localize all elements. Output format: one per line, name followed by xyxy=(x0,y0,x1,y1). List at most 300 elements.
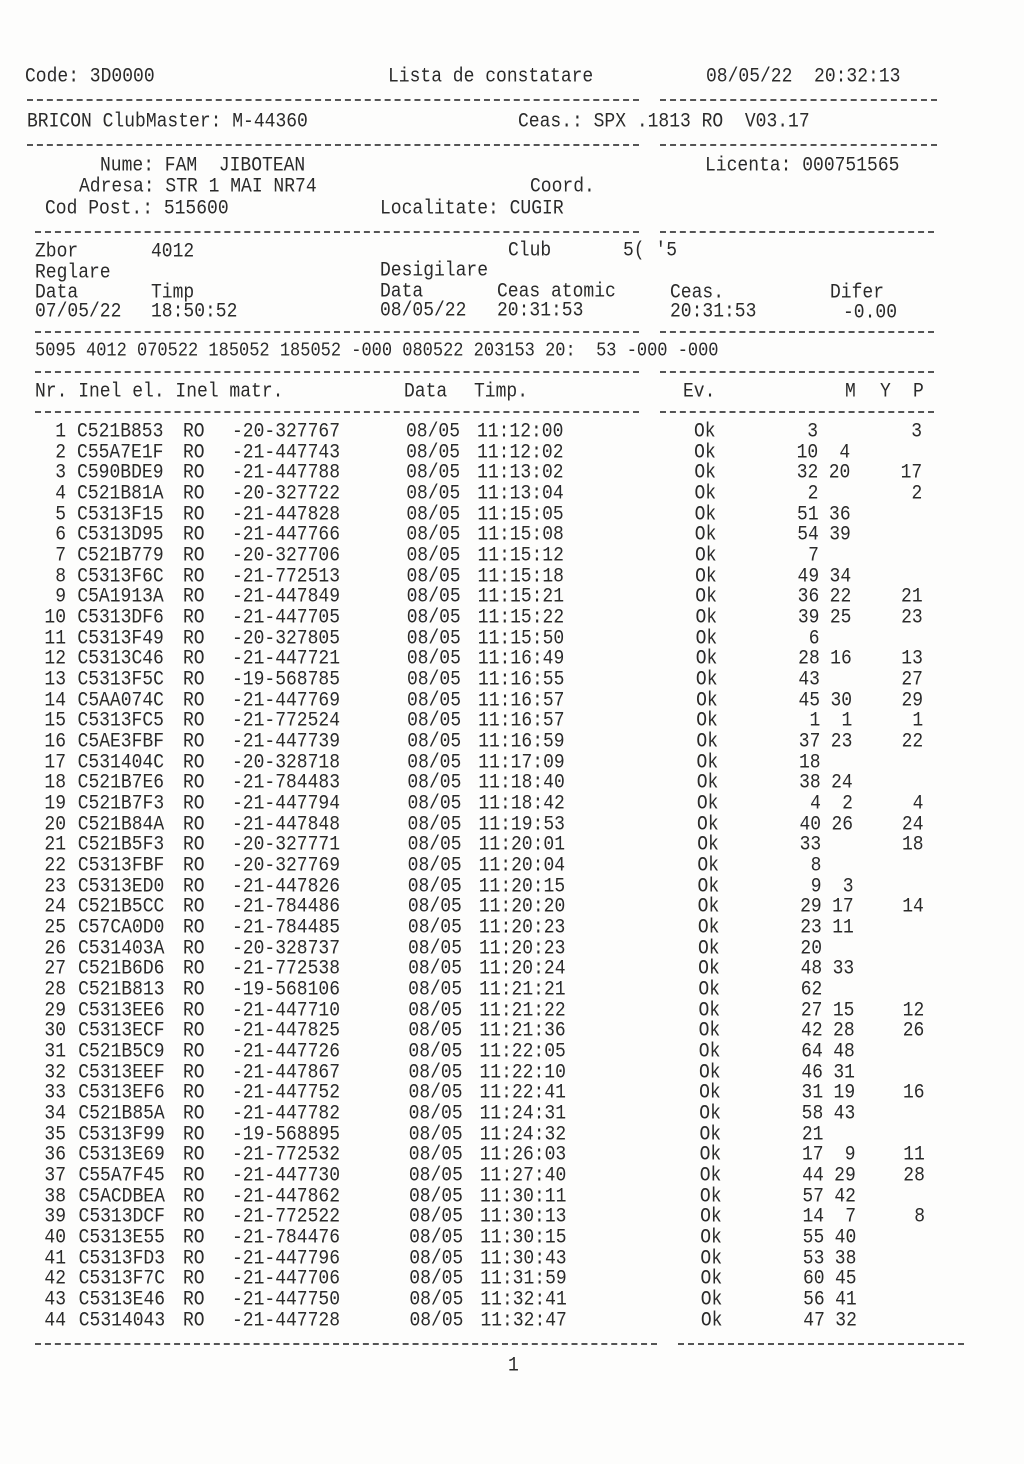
ring-country: RO xyxy=(183,606,205,630)
arrival-time: 11:24:32 xyxy=(479,1123,567,1146)
ring-number: -20-327767 xyxy=(232,420,341,444)
m-value: 36 xyxy=(797,586,820,609)
p-value: 13 xyxy=(901,648,923,671)
arrival-date: 08/05 xyxy=(409,1268,464,1291)
ring-country: RO xyxy=(183,751,205,774)
p-value: 22 xyxy=(901,730,924,754)
device-code: Code: 3D0000 xyxy=(25,65,155,89)
arrival-date: 08/05 xyxy=(406,503,461,526)
divider xyxy=(35,1343,657,1345)
table-row xyxy=(0,1310,1024,1332)
electronic-ring: C5313FBF xyxy=(77,854,165,878)
row-number: 40 xyxy=(44,1226,66,1250)
col-header-time: Timp. xyxy=(474,380,529,404)
event-status: Ok xyxy=(699,1185,722,1208)
row-number: 5 xyxy=(55,503,66,526)
atomic-clock-label: Ceas atomic xyxy=(497,280,616,304)
row-number: 8 xyxy=(55,565,66,588)
divider xyxy=(660,411,934,413)
m-value: 4 xyxy=(810,792,821,816)
ring-number: -21-447769 xyxy=(232,689,341,712)
m-value: 42 xyxy=(801,1020,823,1043)
m-value: 44 xyxy=(802,1164,824,1188)
table-row xyxy=(0,1248,1024,1270)
ring-number: -21-772532 xyxy=(232,1144,341,1167)
reglare-date: 07/05/22 xyxy=(35,300,122,324)
arrival-time: 11:20:15 xyxy=(478,875,566,898)
arrival-date: 08/05 xyxy=(406,627,461,650)
ring-number: -21-447766 xyxy=(232,524,341,547)
electronic-ring: C521B84A xyxy=(77,813,165,836)
ring-country: RO xyxy=(183,875,205,898)
p-value: 28 xyxy=(903,1164,925,1188)
table-row xyxy=(0,545,1024,567)
row-number: 11 xyxy=(44,627,66,650)
table-row xyxy=(0,1082,1024,1104)
event-status: Ok xyxy=(696,792,719,816)
y-value: 36 xyxy=(829,503,851,526)
electronic-ring: C5313EE6 xyxy=(78,999,165,1022)
arrival-time: 11:16:57 xyxy=(478,689,565,712)
ring-number: -21-447721 xyxy=(232,648,341,671)
arrival-date: 08/05 xyxy=(406,586,461,609)
ring-country: RO xyxy=(183,896,205,919)
electronic-ring: C521B813 xyxy=(78,978,165,1002)
y-value: 7 xyxy=(845,1206,857,1229)
event-status: Ok xyxy=(698,1020,721,1043)
m-value: 33 xyxy=(799,834,822,857)
event-status: Ok xyxy=(700,1268,723,1291)
arrival-time: 11:15:22 xyxy=(477,606,565,630)
ring-country: RO xyxy=(183,565,205,588)
event-status: Ok xyxy=(695,565,717,588)
table-row xyxy=(0,834,1024,856)
row-number: 42 xyxy=(44,1268,66,1291)
event-status: Ok xyxy=(698,937,720,960)
arrival-date: 08/05 xyxy=(406,420,461,444)
arrival-time: 11:27:40 xyxy=(479,1164,567,1188)
ring-country: RO xyxy=(183,627,205,650)
arrival-date: 08/05 xyxy=(406,441,461,464)
arrival-time: 11:16:49 xyxy=(477,648,565,671)
m-value: 29 xyxy=(800,896,822,919)
ring-country: RO xyxy=(183,441,205,464)
flight-label: Zbor xyxy=(35,240,79,264)
event-status: Ok xyxy=(700,1288,723,1312)
arrival-date: 08/05 xyxy=(407,854,462,878)
ring-number: -21-784486 xyxy=(232,896,341,919)
postal-code: Cod Post.: 515600 xyxy=(45,197,229,221)
owner-address: Adresa: STR 1 MAI NR74 xyxy=(79,175,317,199)
divider xyxy=(27,99,639,101)
event-status: Ok xyxy=(700,1206,722,1229)
arrival-time: 11:15:18 xyxy=(477,565,564,588)
event-status: Ok xyxy=(696,772,719,795)
row-number: 43 xyxy=(44,1288,66,1312)
m-value: 10 xyxy=(796,441,819,464)
row-number: 36 xyxy=(44,1144,66,1167)
table-row xyxy=(0,483,1024,505)
m-value: 37 xyxy=(798,730,821,754)
arrival-time: 11:20:23 xyxy=(478,916,566,940)
arrival-time: 11:20:23 xyxy=(479,937,566,960)
row-number: 22 xyxy=(44,854,66,878)
ring-number: -19-568785 xyxy=(232,668,341,692)
arrival-date: 08/05 xyxy=(406,482,461,506)
m-value: 39 xyxy=(797,606,820,630)
event-status: Ok xyxy=(694,544,717,568)
arrival-time: 11:15:50 xyxy=(477,627,565,650)
row-number: 21 xyxy=(44,834,66,857)
table-row xyxy=(0,793,1024,815)
ring-country: RO xyxy=(183,999,205,1022)
ring-country: RO xyxy=(183,813,205,836)
m-value: 58 xyxy=(801,1102,824,1126)
m-value: 48 xyxy=(800,958,823,981)
event-status: Ok xyxy=(698,1061,721,1084)
license: Licenta: 000751565 xyxy=(705,154,900,178)
ring-number: -21-784483 xyxy=(232,772,341,795)
ring-number: -21-447794 xyxy=(232,792,341,816)
ring-country: RO xyxy=(183,916,205,940)
table-row xyxy=(0,1289,1024,1311)
event-status: Ok xyxy=(695,586,717,609)
y-value: 9 xyxy=(844,1144,856,1167)
data2-label: Data xyxy=(380,280,424,304)
m-value: 2 xyxy=(807,482,819,506)
ring-number: -21-447825 xyxy=(232,1020,341,1043)
arrival-date: 08/05 xyxy=(406,462,461,485)
table-row xyxy=(0,938,1024,960)
ring-country: RO xyxy=(183,1040,205,1064)
arrival-time: 11:12:02 xyxy=(477,441,564,464)
p-value: 16 xyxy=(902,1082,925,1105)
electronic-ring: C590BDE9 xyxy=(77,462,164,485)
electronic-ring: C521B5C9 xyxy=(78,1040,165,1064)
y-value: 39 xyxy=(829,524,851,547)
divider xyxy=(35,231,639,233)
m-value: 7 xyxy=(808,544,819,568)
m-value: 40 xyxy=(799,813,822,836)
m-value: 54 xyxy=(797,524,819,547)
arrival-time: 11:16:59 xyxy=(478,730,565,754)
arrival-time: 11:20:04 xyxy=(478,854,566,878)
row-number: 17 xyxy=(44,751,66,774)
row-number: 32 xyxy=(44,1061,66,1084)
ring-number: -20-327771 xyxy=(232,834,341,857)
m-value: 8 xyxy=(810,854,822,878)
p-value: 11 xyxy=(903,1144,925,1167)
table-row xyxy=(0,979,1024,1001)
event-status: Ok xyxy=(694,462,716,485)
event-status: Ok xyxy=(697,834,719,857)
row-number: 28 xyxy=(44,978,66,1002)
event-status: Ok xyxy=(697,875,720,898)
arrival-time: 11:18:42 xyxy=(478,792,565,816)
arrival-date: 08/05 xyxy=(408,1102,463,1126)
electronic-ring: C5A1913A xyxy=(77,586,164,609)
ring-number: -21-772538 xyxy=(232,958,341,981)
table-row xyxy=(0,1165,1024,1187)
electronic-ring: C521B7F3 xyxy=(77,792,165,816)
club-label: Club xyxy=(508,239,552,263)
electronic-ring: C521B853 xyxy=(77,420,164,444)
electronic-ring: C5313DCF xyxy=(78,1206,165,1229)
row-number: 19 xyxy=(44,792,66,816)
col-header-rings: Nr. Inel el. Inel matr. xyxy=(35,380,284,404)
event-status: Ok xyxy=(695,627,718,650)
reglare-label: Reglare xyxy=(35,261,111,285)
col-header-p: P xyxy=(913,380,924,404)
electronic-ring: C5AE3FBF xyxy=(77,730,165,754)
ring-number: -21-447710 xyxy=(232,999,341,1022)
ring-country: RO xyxy=(183,1206,205,1229)
electronic-ring: C5313F15 xyxy=(77,503,164,526)
ring-country: RO xyxy=(183,854,205,878)
arrival-time: 11:13:04 xyxy=(477,482,564,506)
arrival-time: 11:22:05 xyxy=(479,1040,566,1064)
ring-country: RO xyxy=(183,544,205,568)
row-number: 15 xyxy=(44,710,66,733)
ring-country: RO xyxy=(183,1123,205,1146)
arrival-time: 11:20:24 xyxy=(479,958,566,981)
arrival-time: 11:18:40 xyxy=(478,772,565,795)
ring-number: -21-447705 xyxy=(232,606,341,630)
ring-number: -21-447826 xyxy=(232,875,341,898)
row-number: 9 xyxy=(55,586,66,609)
event-status: Ok xyxy=(699,1164,722,1188)
ring-country: RO xyxy=(183,710,205,733)
ring-number: -20-328737 xyxy=(232,937,341,960)
ring-number: -21-447849 xyxy=(232,586,341,609)
locality: Localitate: CUGIR xyxy=(380,197,564,221)
event-status: Ok xyxy=(698,1040,721,1064)
arrival-date: 08/05 xyxy=(409,1247,464,1270)
ring-number: -21-772513 xyxy=(232,565,341,588)
event-status: Ok xyxy=(696,689,718,712)
arrival-date: 08/05 xyxy=(407,772,462,795)
p-value: 2 xyxy=(911,482,923,506)
y-value: 42 xyxy=(834,1185,856,1208)
ring-country: RO xyxy=(183,503,205,526)
row-number: 12 xyxy=(44,648,66,671)
arrival-date: 08/05 xyxy=(407,730,462,754)
arrival-time: 11:21:21 xyxy=(479,978,566,1002)
y-value: 40 xyxy=(834,1226,857,1250)
divider xyxy=(35,411,639,413)
table-row xyxy=(0,814,1024,836)
table-row xyxy=(0,772,1024,794)
electronic-ring: C521B85A xyxy=(78,1102,165,1126)
y-value: 26 xyxy=(831,813,854,836)
divider xyxy=(660,371,934,373)
electronic-ring: C5313F5C xyxy=(77,668,164,692)
event-status: Ok xyxy=(694,524,717,547)
y-value: 32 xyxy=(835,1309,857,1332)
event-status: Ok xyxy=(700,1226,722,1250)
row-number: 35 xyxy=(44,1123,66,1146)
m-value: 64 xyxy=(801,1040,823,1064)
ring-country: RO xyxy=(183,668,205,692)
electronic-ring: C5313D95 xyxy=(77,524,164,547)
y-value: 17 xyxy=(832,896,854,919)
p-value: 27 xyxy=(901,668,923,692)
owner-name: Nume: FAM JIBOTEAN xyxy=(100,154,306,178)
ring-country: RO xyxy=(183,689,205,712)
electronic-ring: C5313E55 xyxy=(78,1226,165,1250)
divider xyxy=(35,331,639,333)
arrival-date: 08/05 xyxy=(406,544,461,568)
ring-number: -19-568895 xyxy=(232,1123,341,1146)
arrival-date: 08/05 xyxy=(406,565,461,588)
table-row xyxy=(0,627,1024,649)
ring-country: RO xyxy=(183,1226,205,1250)
y-value: 25 xyxy=(829,606,852,630)
col-header-m: M xyxy=(845,380,856,404)
ring-number: -19-568106 xyxy=(232,978,341,1002)
electronic-ring: C521B5CC xyxy=(77,896,165,919)
electronic-ring: C521B7E6 xyxy=(77,772,165,795)
divider xyxy=(660,144,937,146)
electronic-ring: C5313EF6 xyxy=(78,1082,165,1105)
arrival-date: 08/05 xyxy=(407,792,462,816)
y-value: 4 xyxy=(839,441,851,464)
arrival-time: 11:26:03 xyxy=(479,1144,567,1167)
electronic-ring: C5313E69 xyxy=(78,1144,165,1167)
ring-number: -21-447726 xyxy=(232,1040,341,1064)
ring-number: -21-784476 xyxy=(232,1226,341,1250)
row-number: 33 xyxy=(44,1082,66,1105)
event-status: Ok xyxy=(699,1144,722,1167)
event-status: Ok xyxy=(696,751,719,774)
p-value: 14 xyxy=(902,896,924,919)
m-value: 53 xyxy=(802,1247,825,1270)
m-value: 56 xyxy=(803,1288,825,1312)
arrival-date: 08/05 xyxy=(408,1020,463,1043)
event-status: Ok xyxy=(697,854,719,878)
row-number: 26 xyxy=(44,937,66,960)
table-row xyxy=(0,586,1024,608)
y-value: 22 xyxy=(829,586,852,609)
y-value: 30 xyxy=(830,689,853,712)
ring-number: -21-447788 xyxy=(232,462,341,485)
row-number: 14 xyxy=(44,689,66,712)
table-row xyxy=(0,1062,1024,1084)
desigilare-label: Desigilare xyxy=(380,259,489,283)
arrival-time: 11:19:53 xyxy=(478,813,565,836)
table-row xyxy=(0,1144,1024,1166)
ring-country: RO xyxy=(183,1185,205,1208)
row-number: 16 xyxy=(44,730,66,754)
table-row xyxy=(0,421,1024,443)
m-value: 28 xyxy=(798,648,820,671)
table-row xyxy=(0,690,1024,712)
p-value: 29 xyxy=(901,689,924,712)
electronic-ring: C5313EEF xyxy=(78,1061,165,1084)
ring-number: -21-447867 xyxy=(232,1061,341,1084)
arrival-date: 08/05 xyxy=(407,813,462,836)
ring-number: -20-327706 xyxy=(232,544,341,568)
table-row xyxy=(0,1186,1024,1208)
ring-number: -21-447828 xyxy=(232,503,341,526)
col-header-y: Y xyxy=(880,380,891,404)
y-value: 11 xyxy=(832,916,854,940)
ring-number: -21-447728 xyxy=(232,1309,341,1332)
arrival-time: 11:22:10 xyxy=(479,1061,566,1084)
page-number: 1 xyxy=(508,1354,519,1378)
m-value: 3 xyxy=(807,420,818,444)
print-datetime: 08/05/22 20:32:13 xyxy=(706,65,901,89)
club-number: 5( '5 xyxy=(623,239,678,263)
electronic-ring: C5313FD3 xyxy=(78,1247,166,1270)
y-value: 15 xyxy=(832,999,855,1022)
event-status: Ok xyxy=(695,606,718,630)
row-number: 27 xyxy=(44,958,66,981)
ring-country: RO xyxy=(183,1082,205,1105)
electronic-ring: C5313FC5 xyxy=(77,710,164,733)
table-row xyxy=(0,1227,1024,1249)
divider xyxy=(660,99,937,101)
arrival-date: 08/05 xyxy=(406,668,461,692)
event-status: Ok xyxy=(698,999,721,1022)
y-value: 28 xyxy=(833,1020,855,1043)
row-number: 44 xyxy=(44,1309,66,1332)
arrival-time: 11:30:11 xyxy=(479,1185,567,1208)
ring-number: -20-327805 xyxy=(232,627,341,650)
arrival-time: 11:30:43 xyxy=(480,1247,567,1270)
ring-country: RO xyxy=(183,420,205,444)
electronic-ring: C5313F99 xyxy=(78,1123,165,1146)
ring-country: RO xyxy=(183,482,205,506)
m-value: 47 xyxy=(803,1309,825,1332)
ring-number: -21-447739 xyxy=(232,730,341,754)
ring-country: RO xyxy=(183,772,205,795)
row-number: 1 xyxy=(55,420,66,444)
row-number: 29 xyxy=(44,999,66,1022)
table-row xyxy=(0,669,1024,691)
reglare-time: 18:50:52 xyxy=(151,300,238,324)
arrival-time: 11:20:01 xyxy=(478,834,566,857)
electronic-ring: C55A7E1F xyxy=(77,441,164,464)
event-status: Ok xyxy=(694,441,716,464)
ring-country: RO xyxy=(183,1288,205,1312)
ring-number: -21-772524 xyxy=(232,710,341,733)
row-number: 23 xyxy=(44,875,66,898)
event-status: Ok xyxy=(700,1309,723,1332)
ring-country: RO xyxy=(183,1020,205,1043)
event-status: Ok xyxy=(699,1123,722,1146)
table-row xyxy=(0,1124,1024,1146)
p-value: 3 xyxy=(911,420,922,444)
arrival-date: 08/05 xyxy=(407,896,462,919)
ring-country: RO xyxy=(183,1247,205,1270)
y-value: 48 xyxy=(833,1040,855,1064)
arrival-time: 11:15:08 xyxy=(477,524,564,547)
clock-time: 20:31:53 xyxy=(670,300,757,324)
divider xyxy=(660,231,934,233)
y-value: 20 xyxy=(828,462,851,485)
y-value: 16 xyxy=(830,648,852,671)
table-row xyxy=(0,462,1024,484)
arrival-date: 08/05 xyxy=(406,524,461,547)
ring-country: RO xyxy=(183,462,205,485)
electronic-ring: C5313ED0 xyxy=(77,875,165,898)
arrival-date: 08/05 xyxy=(407,751,462,774)
ring-number: -20-328718 xyxy=(232,751,341,774)
ring-country: RO xyxy=(183,1309,205,1332)
clock-label: Ceas. xyxy=(670,281,725,305)
arrival-date: 08/05 xyxy=(409,1226,464,1250)
